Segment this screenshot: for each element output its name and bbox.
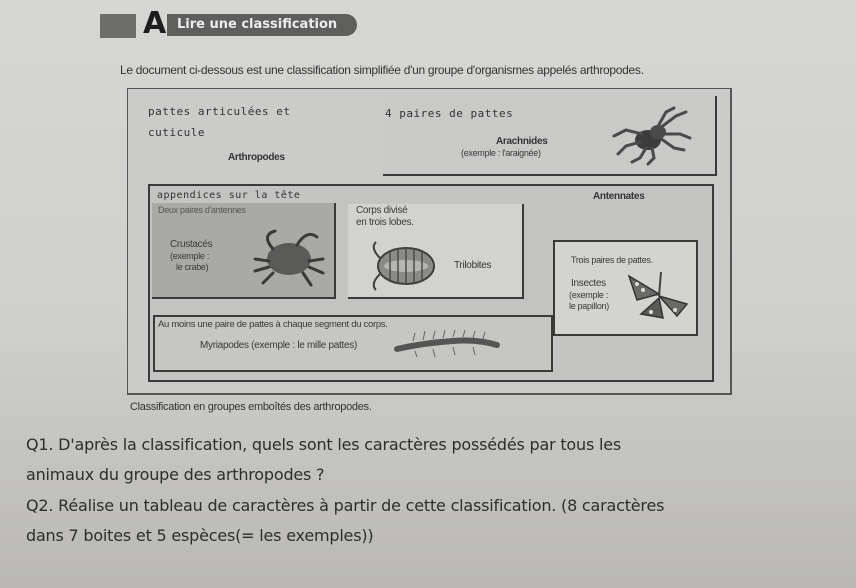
crustaces-character: Deux paires d'antennes bbox=[158, 205, 246, 215]
section-letter: A bbox=[143, 6, 167, 41]
section-title: Lire une classification bbox=[167, 14, 357, 36]
arthropodes-character-line2: cuticule bbox=[148, 126, 205, 139]
crustaces-group-label: Crustacés bbox=[170, 239, 213, 250]
myriapodes-group-example: Myriapodes (exemple : le mille pattes) bbox=[200, 340, 357, 351]
trilobites-character-line1: Corps divisé bbox=[356, 205, 408, 216]
question-2-line1: Q2. Réalise un tableau de caractères à partir de cette classification. (8 caractères bbox=[26, 496, 665, 515]
box-arachnides bbox=[383, 96, 717, 176]
question-1-line1: Q1. D'après la classification, quels sont les caractères possédés par tous les bbox=[26, 435, 622, 454]
insectes-example-line2: le papillon) bbox=[569, 301, 609, 311]
insectes-example-line1: (exemple : bbox=[569, 290, 609, 300]
butterfly-icon bbox=[623, 270, 695, 322]
crab-icon bbox=[247, 225, 327, 291]
trilobites-character-line2: en trois lobes. bbox=[356, 217, 414, 228]
box-myriapodes bbox=[153, 315, 553, 372]
arachnides-example: (exemple : l'araignée) bbox=[461, 148, 541, 158]
insectes-group-label: Insectes bbox=[571, 278, 606, 289]
header-decor-block bbox=[100, 14, 136, 38]
question-1-line2: animaux du groupe des arthropodes ? bbox=[26, 465, 325, 484]
box-crustaces bbox=[152, 203, 336, 299]
box-trilobites bbox=[348, 204, 524, 299]
figure-caption: Classification en groupes emboîtés des arthropodes. bbox=[130, 401, 372, 413]
intro-text: Le document ci-dessous est une classification simplifiée d'un groupe d'organismes appelés arthropodes. bbox=[120, 63, 644, 77]
arachnides-group-label: Arachnides bbox=[496, 136, 548, 147]
arthropodes-group-label: Arthropodes bbox=[228, 152, 285, 163]
antennates-group-label: Antennates bbox=[593, 191, 645, 202]
crustaces-example-line2: le crabe) bbox=[176, 262, 209, 272]
insectes-character: Trois paires de pattes. bbox=[571, 255, 653, 265]
arthropodes-character-line1: pattes articulées et bbox=[148, 105, 291, 118]
arachnides-character: 4 paires de pattes bbox=[385, 107, 514, 120]
crustaces-example-line1: (exemple : bbox=[170, 251, 210, 261]
box-insectes bbox=[553, 240, 698, 336]
millipede-icon bbox=[393, 329, 503, 359]
trilobite-icon bbox=[366, 240, 438, 292]
spider-icon bbox=[608, 104, 693, 166]
trilobites-group-label: Trilobites bbox=[454, 260, 492, 271]
myriapodes-character: Au moins une paire de pattes à chaque segment du corps. bbox=[158, 319, 388, 330]
antennates-character: appendices sur la tête bbox=[157, 190, 301, 201]
question-2-line2: dans 7 boites et 5 espèces(= les exemples)) bbox=[26, 526, 374, 545]
